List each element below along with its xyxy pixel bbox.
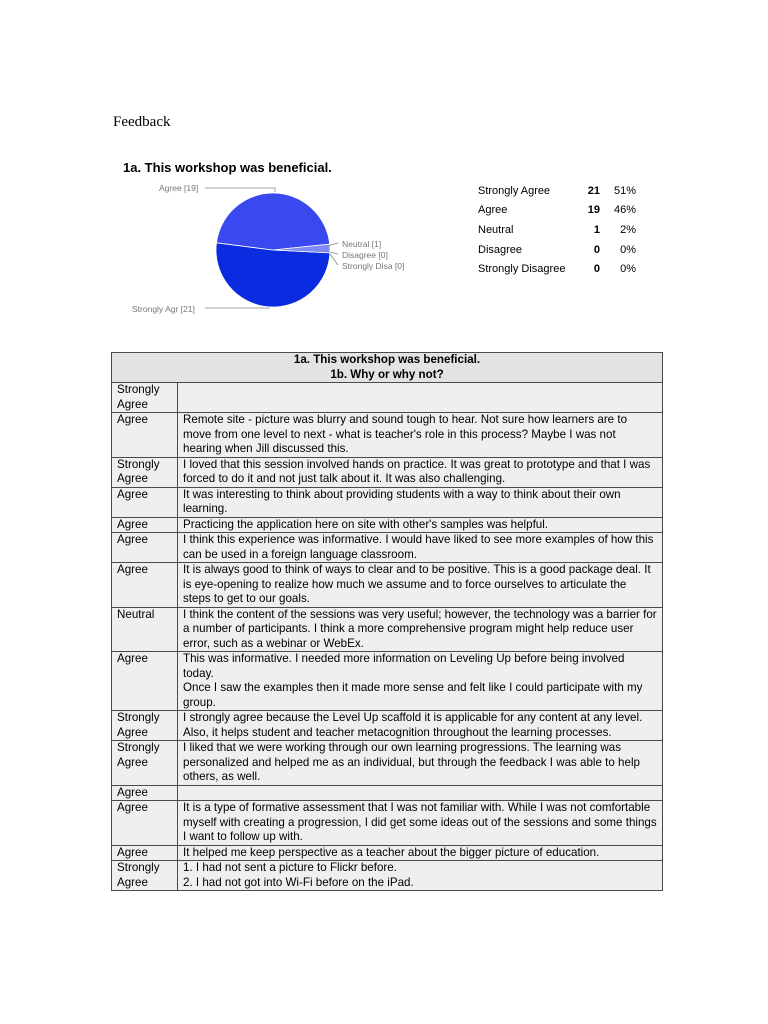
summary-table	[474, 181, 636, 279]
rating-cell: Strongly Agree	[112, 383, 178, 413]
table-row	[112, 711, 663, 741]
rating-cell: Strongly Agree	[112, 711, 178, 741]
comment-cell: It was interesting to think about providing students with a way to think about their own learning.	[178, 487, 663, 517]
summary-percent: 0%	[620, 263, 636, 276]
comment-cell: It is a type of formative assessment that I was not familiar with. While I was not comfortable myself with creating a progression, I did get some ideas out of the sessions and some things I want to follow up with.	[178, 801, 663, 846]
summary-row	[474, 220, 636, 240]
comment-cell: I strongly agree because the Level Up scaffold it is applicable for any content at any level. Also, it helps student and teacher metacognition throughout the learning processes.	[178, 711, 663, 741]
summary-label: Neutral	[478, 223, 514, 236]
rating-cell: Agree	[112, 563, 178, 608]
comment-cell: I think the content of the sessions was very useful; however, the technology was a barrier for a number of participants. I think a more comprehensive program might help reduce user error, such as a webinar or WebEx.	[178, 607, 663, 652]
comment-cell: 1. I had not sent a picture to Flickr before. 2. I had not got into Wi-Fi before on the iPad.	[178, 861, 663, 891]
summary-count: 0	[593, 243, 600, 256]
rating-cell: Agree	[112, 487, 178, 517]
table-row	[112, 861, 663, 891]
summary-count: 0	[593, 263, 600, 276]
summary-percent: 46%	[613, 204, 636, 217]
table-row	[112, 607, 663, 652]
table-header-row	[112, 353, 663, 383]
table-row	[112, 533, 663, 563]
comment-cell: This was informative. I needed more information on Leveling Up before being involved today. Once I saw the examples then it made more sense and felt like I could participate with my group.	[178, 652, 663, 711]
summary-label: Strongly Disagree	[478, 263, 566, 276]
rating-cell: Agree	[112, 517, 178, 533]
pie-callout-label: Strongly Agr [21]	[132, 304, 195, 314]
table-row	[112, 801, 663, 846]
table-row	[112, 741, 663, 786]
table-row	[112, 487, 663, 517]
feedback-table	[111, 352, 663, 891]
table-row	[112, 652, 663, 711]
summary-label: Strongly Agree	[478, 184, 551, 197]
rating-cell: Strongly Agree	[112, 741, 178, 786]
pie-callout-label: Strongly Disa [0]	[342, 261, 405, 271]
summary-row	[474, 201, 636, 221]
pie-callout-label: Disagree [0]	[342, 250, 388, 260]
summary-count: 19	[587, 204, 600, 217]
table-row	[112, 845, 663, 861]
callout-leader-line	[330, 252, 338, 254]
callout-leader-line	[205, 188, 275, 192]
table-row	[112, 457, 663, 487]
pie-slice	[216, 243, 330, 307]
comment-cell: I think this experience was informative. I would have liked to see more examples of how this can be used in a foreign language classroom.	[178, 533, 663, 563]
pie-chart	[120, 178, 420, 328]
rating-cell: Agree	[112, 801, 178, 846]
table-row	[112, 517, 663, 533]
callout-leader-line	[330, 254, 338, 265]
table-row	[112, 413, 663, 458]
pie-slice	[216, 193, 329, 250]
page-heading: Feedback	[113, 114, 171, 130]
summary-count: 21	[587, 184, 600, 197]
rating-cell: Agree	[112, 845, 178, 861]
pie-callout-label: Agree [19]	[159, 183, 199, 193]
summary-percent: 0%	[620, 243, 636, 256]
rating-cell: Strongly Agree	[112, 861, 178, 891]
comment-cell: It helped me keep perspective as a teacher about the bigger picture of education.	[178, 845, 663, 861]
rating-cell: Agree	[112, 413, 178, 458]
comment-cell	[178, 383, 663, 413]
comment-cell: I liked that we were working through our own learning progressions. The learning was personalized and helped me as an individual, but through the feedback I was able to help others, as well.	[178, 741, 663, 786]
table-row	[112, 563, 663, 608]
comment-cell: I loved that this session involved hands on practice. It was great to prototype and that I was forced to do it and not just talk about it. It was also challenging.	[178, 457, 663, 487]
summary-row	[474, 181, 636, 201]
summary-percent: 2%	[620, 223, 636, 236]
table-row	[112, 785, 663, 801]
summary-label: Agree	[478, 204, 508, 217]
comment-cell: It is always good to think of ways to clear and to be positive. This is a good package deal. It is eye-opening to realize how much we assume and to force ourselves to articulate the steps to get to our goals.	[178, 563, 663, 608]
rating-cell: Agree	[112, 533, 178, 563]
summary-row	[474, 240, 636, 260]
table-header-line1: 1a. This workshop was beneficial.	[293, 353, 481, 366]
comment-cell: Practicing the application here on site with other's samples was helpful.	[178, 517, 663, 533]
table-header-line2: 1b. Why or why not?	[330, 367, 444, 381]
comment-cell	[178, 785, 663, 801]
rating-cell: Strongly Agree	[112, 457, 178, 487]
table-row	[112, 383, 663, 413]
table-header	[112, 353, 663, 383]
chart-title: 1a. This workshop was beneficial.	[123, 160, 332, 175]
rating-cell: Agree	[112, 785, 178, 801]
pie-callout-label: Neutral [1]	[342, 239, 382, 249]
comment-cell: Remote site - picture was blurry and sound tough to hear. Not sure how learners are to move from one level to next - what is teacher's role in this process? Maybe I was not hearing when Jill discussed this.	[178, 413, 663, 458]
summary-percent: 51%	[613, 184, 636, 197]
summary-label: Disagree	[478, 243, 523, 256]
rating-cell: Neutral	[112, 607, 178, 652]
summary-count: 1	[593, 223, 600, 236]
summary-row	[474, 259, 636, 279]
rating-cell: Agree	[112, 652, 178, 711]
